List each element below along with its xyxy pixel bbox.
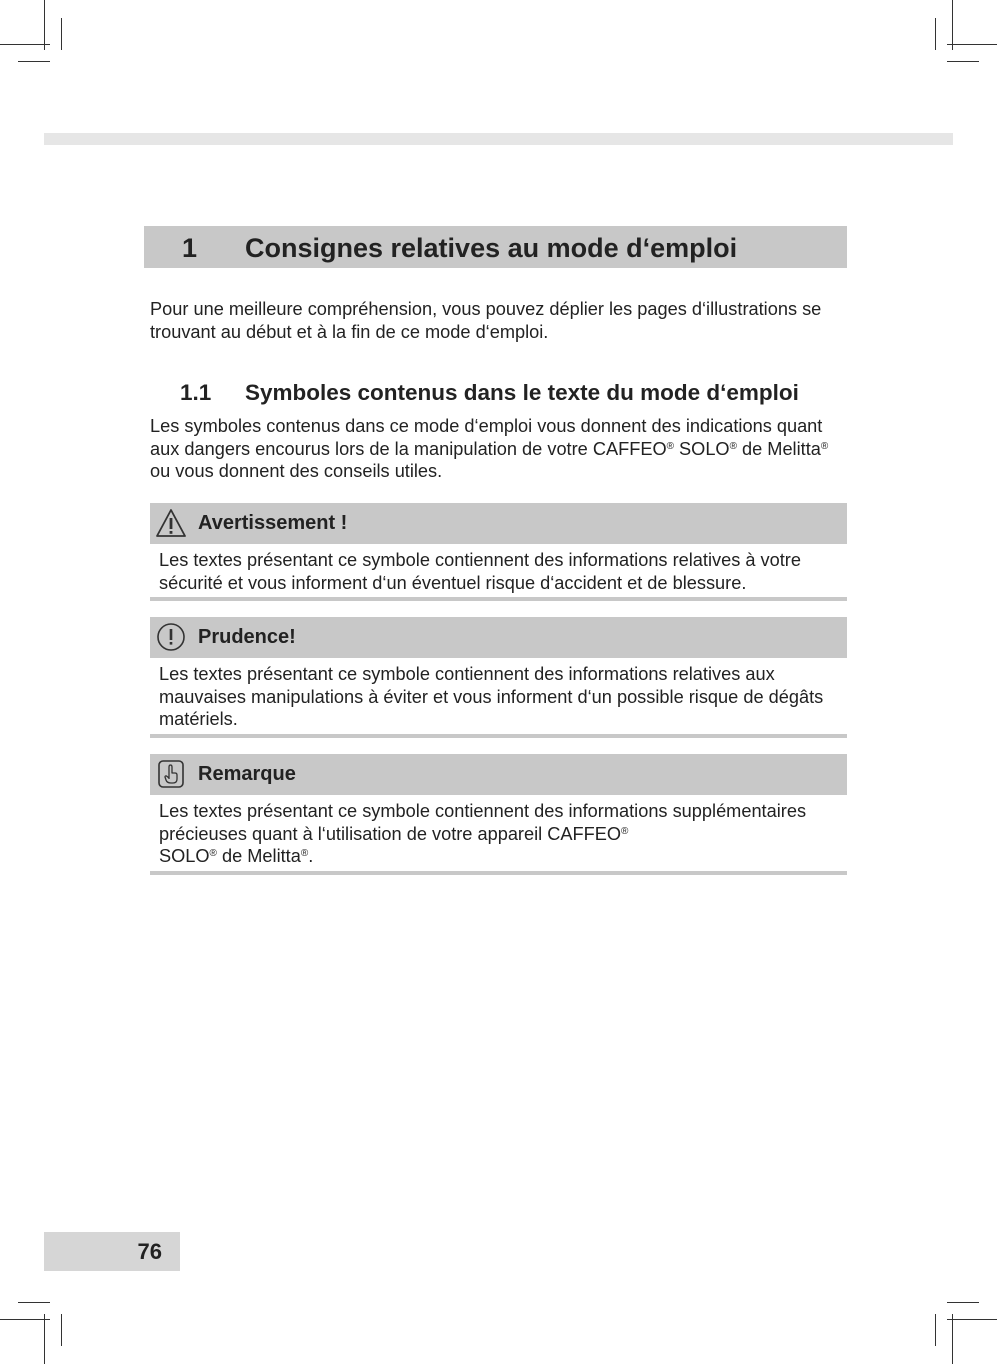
remark-title: Remarque <box>198 763 296 785</box>
warning-note-header <box>150 503 847 544</box>
registered-mark: ® <box>209 848 217 859</box>
warning-note <box>150 503 847 601</box>
section-title: Symboles contenus dans le texte du mode d‘emploi <box>245 380 799 405</box>
exclamation-circle-icon <box>156 622 186 652</box>
remark-note <box>150 754 847 875</box>
registered-mark: ® <box>666 440 674 452</box>
chapter-number: 1 <box>182 233 198 263</box>
caution-body: Les textes présentant ce symbole contiennent des informations relatives aux mauvaises manipulations à éviter et vous informent d‘un possible risque de dégâts matériels. <box>159 664 824 729</box>
caution-note <box>150 617 847 738</box>
registered-mark: ® <box>621 825 629 837</box>
warning-body: Les textes présentant ce symbole contiennent des informations relatives à votre sécurité et vous informent d‘un éventuel risque d‘accident et de blessure. <box>159 550 801 593</box>
symbols-text-3: de Melitta <box>736 438 821 459</box>
caution-divider <box>150 734 847 738</box>
remark-text-3: de Melitta <box>216 846 301 866</box>
caution-note-header <box>150 617 847 658</box>
pointing-hand-icon <box>156 759 186 789</box>
warning-title: Avertissement ! <box>198 512 348 534</box>
warning-triangle-icon <box>156 508 186 538</box>
registered-mark: ® <box>300 848 309 859</box>
symbols-text-1: Les symboles contenus dans ce mode d‘emploi vous donnent des indications quant aux dangers encourus lors de la manipulation de votre CAFFEO <box>150 416 823 459</box>
section-heading <box>180 380 799 406</box>
remark-body <box>150 795 847 871</box>
header-band <box>44 133 953 145</box>
symbols-paragraph <box>150 415 850 483</box>
caution-title: Prudence! <box>198 626 296 648</box>
remark-text-1: Les textes présentant ce symbole contiennent des informations supplémentaires précieuses quant à l‘utilisation de votre appareil CAFFEO <box>159 801 807 844</box>
page-number: 76 <box>137 1239 162 1264</box>
remark-text-2: SOLO <box>159 846 210 866</box>
chapter-title: Consignes relatives au mode d‘emploi <box>245 233 738 263</box>
intro-paragraph: Pour une meilleure compréhension, vous pouvez déplier les pages d‘illustrations se trouvant au début et à la fin de ce mode d‘emploi. <box>150 299 822 342</box>
registered-mark: ® <box>729 440 737 452</box>
section-number: 1.1 <box>180 380 212 405</box>
symbols-text-2: SOLO <box>673 438 730 459</box>
remark-text-4: . <box>308 846 314 866</box>
remark-divider <box>150 871 847 875</box>
remark-note-header <box>150 754 847 795</box>
chapter-heading-bar <box>144 226 847 268</box>
symbols-text-4: ou vous donnent des conseils utiles. <box>150 461 443 481</box>
page-number-box <box>44 1232 180 1271</box>
registered-mark: ® <box>820 440 829 452</box>
warning-divider <box>150 597 847 601</box>
